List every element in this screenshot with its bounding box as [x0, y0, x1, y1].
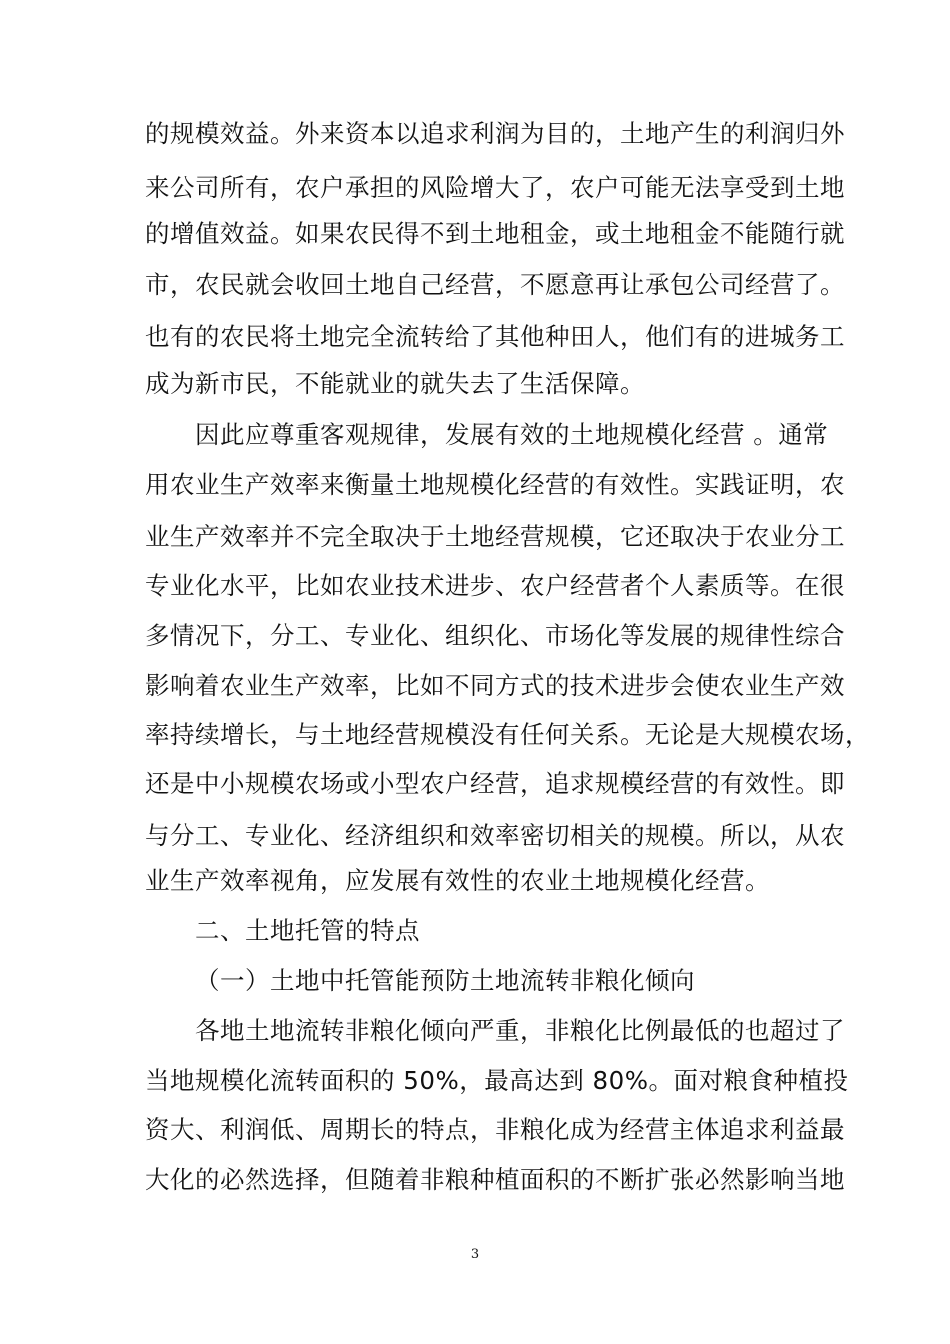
body-text-line: 用农业生产效率来衡量土地规模化经营的有效性。实践证明，农: [145, 470, 845, 499]
body-text-line: 还是中小规模农场或小型农户经营，追求规模经营的有效性。即: [145, 769, 845, 798]
body-text-line: 的规模效益。外来资本以追求利润为目的，土地产生的利润归外: [145, 119, 845, 148]
body-text-line: 业生产效率视角，应发展有效性的农业土地规模化经营。: [145, 866, 770, 895]
body-text-line: 与分工、专业化、经济组织和效率密切相关的规模。所以，从农: [145, 821, 845, 850]
body-text-line: 影响着农业生产效率，比如不同方式的技术进步会使农业生产效: [145, 671, 845, 700]
paragraph-first-line: 各地土地流转非粮化倾向严重，非粮化比例最低的也超过了: [195, 1016, 845, 1045]
page-number: 3: [470, 1247, 480, 1262]
body-text-line: 成为新市民，不能就业的就失去了生活保障。: [145, 369, 645, 398]
body-text-line: 专业化水平，比如农业技术进步、农户经营者个人素质等。在很: [145, 571, 845, 600]
section-heading: 二、土地托管的特点: [195, 916, 420, 945]
body-text-line: 率持续增长，与土地经营规模没有任何关系。无论是大规模农场，: [145, 720, 870, 749]
body-text-line: 大化的必然选择，但随着非粮种植面积的不断扩张必然影响当地: [145, 1165, 845, 1194]
body-text-line: 也有的农民将土地完全流转给了其他种田人，他们有的进城务工: [145, 322, 845, 351]
body-text-line: 的增值效益。如果农民得不到土地租金，或土地租金不能随行就: [145, 219, 845, 248]
subsection-heading: （一）土地中托管能预防土地流转非粮化倾向: [195, 966, 695, 995]
body-text-line: 来公司所有，农户承担的风险增大了，农户可能无法享受到土地: [145, 173, 845, 202]
paragraph-first-line: 因此应尊重客观规律，发展有效的土地规模化经营 。通常: [195, 420, 829, 449]
body-text-line: 多情况下，分工、专业化、组织化、市场化等发展的规律性综合: [145, 621, 845, 650]
body-text-line: 资大、利润低、周期长的特点，非粮化成为经营主体追求利益最: [145, 1115, 845, 1144]
body-text-line: 业生产效率并不完全取决于土地经营规模，它还取决于农业分工: [145, 522, 845, 551]
body-text-line: 市，农民就会收回土地自己经营，不愿意再让承包公司经营了。: [145, 270, 845, 299]
body-text-line: 当地规模化流转面积的 50%，最高达到 80%。面对粮食种植投: [145, 1066, 849, 1095]
